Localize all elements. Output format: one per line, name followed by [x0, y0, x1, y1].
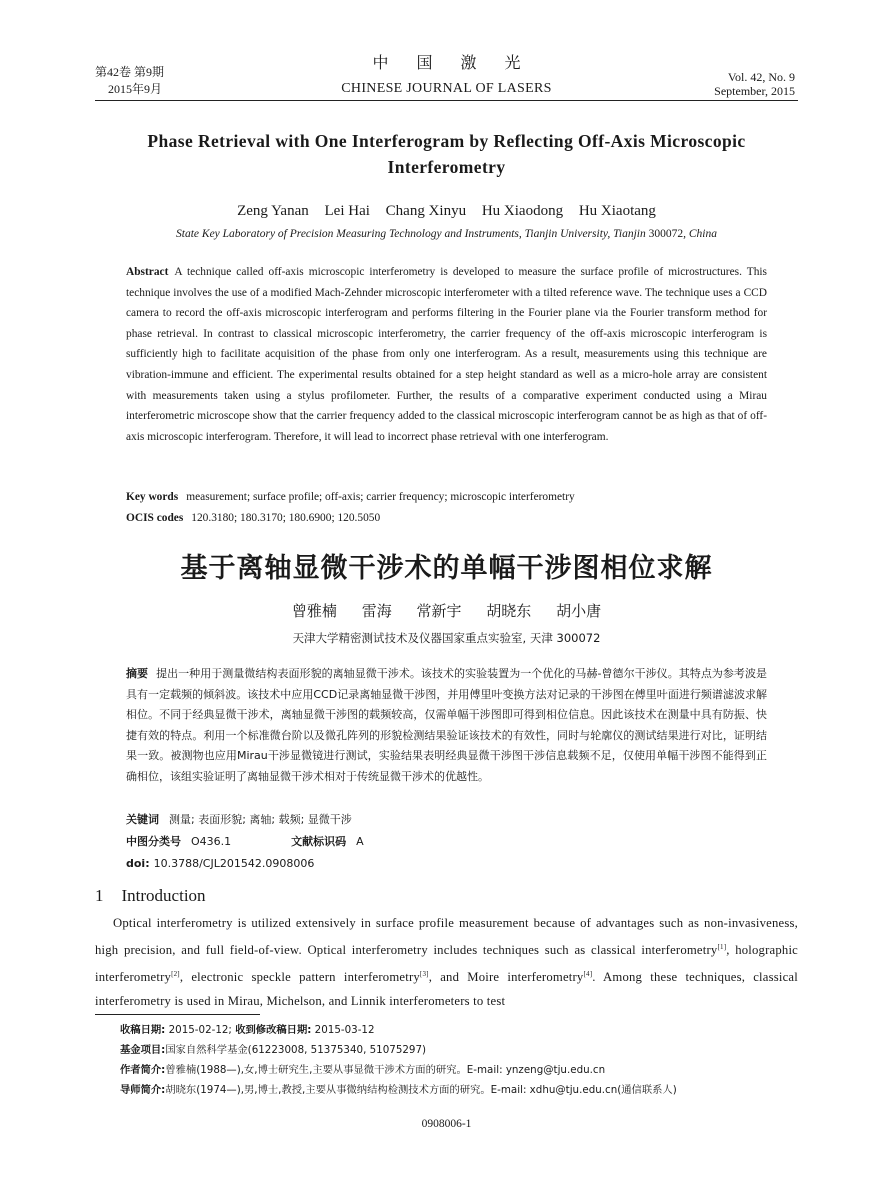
section-number: 1	[95, 886, 104, 905]
body-text-run: , holographic interferometry	[95, 943, 799, 985]
body-paragraph	[95, 911, 798, 1013]
author-name-cn: 胡晓东	[486, 602, 532, 620]
clc-value: O436.1	[191, 835, 232, 848]
affiliation-text: State Key Laboratory of Precision Measuring Technology and Instruments, Tianjin University, Tianjin	[176, 228, 646, 240]
footnote-label: 收到修改稿日期:	[235, 1024, 312, 1036]
footnote-text: 国家自然科学基金(61223008, 51375340, 51075297)	[165, 1044, 427, 1056]
volume-issue-en: Vol. 42, No. 9	[727, 70, 795, 84]
header-rule	[95, 100, 798, 101]
author-name: Zeng Yanan	[237, 203, 309, 219]
postal-code: 300072	[648, 228, 684, 240]
volume-issue-cn: 第42卷 第9期	[95, 65, 165, 79]
section-heading	[95, 886, 206, 906]
footnote-label: 基金项目:	[120, 1044, 166, 1056]
footnote-text: 曾雅楠(1988—),女,博士研究生,主要从事显微干涉术方面的研究。E-mail: ynzeng@tju.edu.cn	[165, 1064, 606, 1076]
doi-value: 10.3788/CJL201542.0908006	[153, 857, 315, 870]
footnote-rule	[95, 1014, 260, 1015]
author-name: Hu Xiaodong	[481, 203, 564, 219]
author-name: Lei Hai	[324, 203, 370, 219]
citation-ref[interactable]: [1]	[717, 943, 727, 951]
footnote-advisor	[120, 1082, 800, 1098]
abstract-cn	[126, 664, 767, 788]
journal-name-cn: 中国激光	[372, 55, 549, 72]
footnote-text: 胡晓东(1974—),男,博士,教授,主要从事微纳结构检测技术方面的研究。E-mail: xdhu@tju.edu.cn(通信联系人)	[165, 1084, 677, 1096]
author-name: Hu Xiaotang	[578, 203, 656, 219]
date-en: September, 2015	[714, 84, 795, 98]
footnote-label: 作者简介:	[120, 1064, 166, 1076]
footnote-author	[120, 1062, 800, 1078]
page-number: 0908006-1	[421, 1118, 472, 1130]
doi-label: doi:	[126, 857, 150, 870]
footnote-text: 2015-02-12;	[168, 1024, 232, 1036]
doc-code-value: A	[356, 835, 364, 848]
citation-ref[interactable]: [3]	[419, 970, 429, 979]
body-text-run: , electronic speckle pattern interferometry	[179, 970, 420, 985]
author-list-cn	[0, 600, 893, 621]
author-name-cn: 曾雅楠	[291, 602, 337, 620]
abstract-cn-text: 提出一种用于测量微结构表面形貌的离轴显微干涉术。该技术的实验装置为一个优化的马赫-曾德尔干涉仪。其特点为参考波是具有一定载频的倾斜波。该技术中应用CCD记录离轴显微干涉图，并用傅里叶变换方法对记录的干涉图在傅里叶面进行频谱滤波求解相位。不同于经典显微干涉术，离轴显微干涉图的载频较高，仅需单幅干涉图即可得到相位信息。因此该技术在测量中具有防振、快捷有效的特点。利用一个标准微台阶以及微孔阵列的形貌检测结果验证该技术的有效性，同时与轮廓仪的测试结果进行对比，证明结果一致。被测物也应用Mirau干涉显微镜进行测试，实验结果表明经典显微干涉图干涉信息载频不足，仅使用单幅干涉图不能得到正确相位，该组实验证明了离轴显微干涉术相对于传统显微干涉术的优越性。	[126, 667, 768, 783]
paper-title-cn: 基于离轴显微干涉术的单幅干涉图相位求解	[180, 553, 713, 584]
doi-line	[126, 855, 767, 873]
keywords-text: measurement; surface profile; off-axis; carrier frequency; microscopic interferometry	[186, 491, 575, 503]
footnote-label: 收稿日期:	[120, 1024, 166, 1036]
body-text-run: . Among these techniques, classical interferometry is used in Mirau, Michelson, and Linnik interferometers to test	[95, 970, 798, 1009]
footnote-funding	[120, 1042, 800, 1058]
abstract-text: A technique called off-axis microscopic interferometry is developed to measure the surface profile of microstructures. This technique involves the use of a modified Mach-Zehnder microscopic interferometer with a tilted reference wave. The technique uses a CCD camera to record the off-axis microscopic interferogram and performs filtering in the Fourier plane via the Fourier transform method for phase retrieval. In contrast to classical microscopic interferometry, the carrier frequency of the off-axis microscopic interferogram is sufficiently high to facilitate acquisition of the phase from only one interferogram. As a result, measurements using this technique are vibration-immune and efficient. The experimental results obtained for a step height standard as well as a micro-hole array are consistent with measurements taken using a stylus profilometer. Further, the results of a comparative experiment conducted using a Mirau interferometric microscope show that the carrier frequency added to the classical microscopic interferogram cannot be as high as that of off-axis microscopic interferogram. Therefore, it will lead to incorrect phase retrieval with one interferogram.	[126, 266, 767, 443]
keywords-en	[126, 488, 767, 506]
header-volume-en	[714, 70, 795, 98]
abstract-cn-label: 摘要	[126, 667, 149, 680]
journal-name-en: CHINESE JOURNAL OF LASERS	[341, 81, 552, 96]
citation-ref[interactable]: [2]	[171, 970, 180, 979]
keywords-cn	[126, 811, 767, 829]
section-title: Introduction	[121, 886, 206, 905]
citation-ref[interactable]: [4]	[583, 970, 593, 979]
ocis-text: 120.3180; 180.3170; 180.6900; 120.5050	[191, 512, 381, 524]
keywords-cn-text: 测量; 表面形貌; 离轴; 载频; 显微干涉	[169, 813, 352, 826]
footnote-label: 导师简介:	[120, 1084, 166, 1096]
footnote-received	[120, 1022, 800, 1038]
footnote-text: 2015-03-12	[314, 1024, 375, 1036]
body-text-run: , and Moire interferometry	[428, 970, 584, 985]
clc-label: 中图分类号	[126, 835, 181, 848]
paper-title-en: Phase Retrieval with One Interferogram by Reflecting Off-Axis Microscopic Interferometry	[147, 131, 746, 177]
ocis-label: OCIS codes	[126, 512, 184, 524]
author-name: Chang Xinyu	[385, 203, 467, 219]
author-name-cn: 胡小唐	[556, 602, 602, 620]
abstract-en	[126, 262, 767, 447]
body-text-run: Optical interferometry is utilized extensively in surface profile measurement because of advantages such as non-invasiveness, high precision, and full field-of-view. Optical interferometry includes techniques such as classical interferometry	[95, 916, 798, 958]
classification-cn	[126, 833, 767, 851]
author-list-en	[0, 202, 893, 220]
affiliation-cn: 天津大学精密测试技术及仪器国家重点实验室, 天津 300072	[292, 631, 601, 645]
keywords-label: Key words	[126, 491, 179, 503]
ocis-codes	[126, 509, 767, 527]
affiliation-country: China	[688, 228, 717, 240]
doc-code-label: 文献标识码	[291, 835, 347, 848]
keywords-cn-label: 关键词	[126, 813, 159, 826]
author-name-cn: 常新宇	[416, 602, 462, 620]
abstract-label: Abstract	[126, 266, 169, 278]
date-cn: 2015年9月	[108, 82, 163, 96]
affiliation-en: State Key Laboratory of Precision Measuring Technology and Instruments, Tianjin University, Tianjin 300072, China	[176, 228, 717, 240]
author-name-cn: 雷海	[361, 602, 392, 620]
